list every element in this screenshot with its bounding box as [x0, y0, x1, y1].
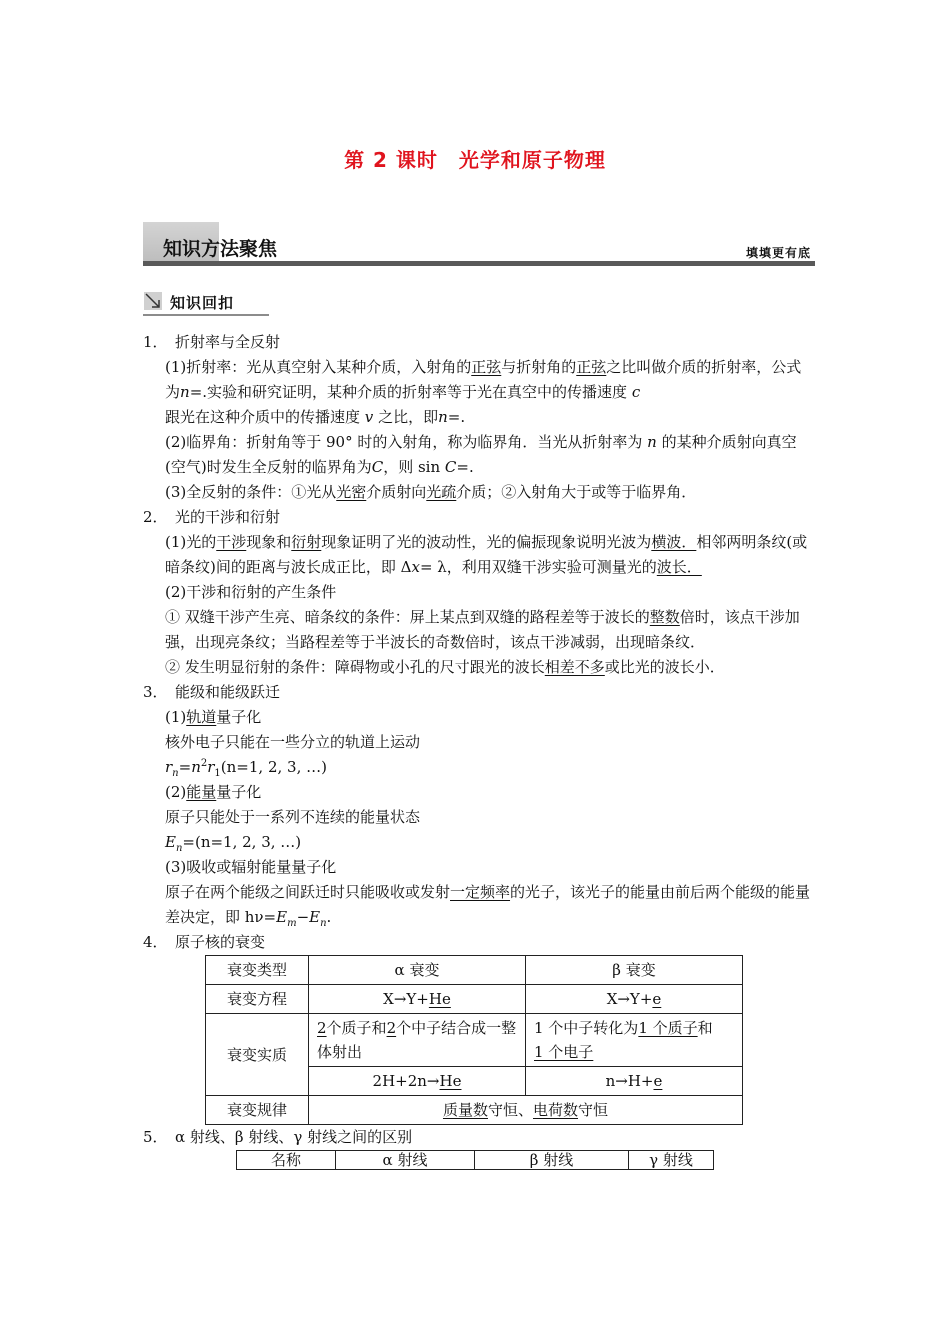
paragraph: (1)光的干涉现象和衍射现象证明了光的波动性，光的偏振现象说明光波为横波．相邻两明条纹(或暗条纹)间的距离与波长成正比，即 Δx= λ，利用双缝干涉实验可测量光的波长． [165, 533, 808, 576]
paragraph: (2)临界角：折射角等于 90° 时的入射角，称为临界角．当光从折射率为 n 的某种介质射向真空(空气)时发生全反射的临界角为C，则 sin C=. [165, 433, 797, 476]
sub-banner-rule [143, 314, 269, 316]
content [143, 330, 815, 1170]
diagonal-arrow-icon [144, 292, 162, 310]
paragraph: (2)干涉和衍射的产生条件 [165, 583, 337, 601]
paragraph: (2)能量量子化 [165, 783, 262, 801]
table-cell: 名称 [237, 1151, 336, 1170]
paragraph: (1)折射率：光从真空射入某种介质，入射角的正弦与折射角的正弦之比叫做介质的折射率，公式为n=.实验和研究证明，某种介质的折射率等于光在真空中的传播速度 c 跟光在这种介质中的传播速度 v 之比，即n=. [165, 358, 802, 426]
section-title: α 射线、β 射线、γ 射线之间的区别 [175, 1128, 413, 1146]
page-title: 第 2 课时 光学和原子物理 [344, 148, 606, 172]
rays-table [236, 1150, 714, 1170]
section-title: 原子核的衰变 [175, 933, 266, 951]
section-title: 折射率与全反射 [175, 333, 281, 351]
table-cell: 2个质子和2个中子结合成一整体射出 [309, 1014, 526, 1067]
table-cell: 衰变类型 [206, 956, 309, 985]
section-number: 1． [143, 333, 168, 351]
table-cell: X→Y+He [309, 985, 526, 1014]
table-cell: 质量数守恒、电荷数守恒 [309, 1096, 743, 1125]
section-heading [143, 330, 815, 355]
table-cell: β 衰变 [526, 956, 743, 985]
table-cell: β 射线 [475, 1151, 629, 1170]
table-cell: n→H+e [526, 1067, 743, 1096]
section-number: 3． [143, 683, 168, 701]
paragraph: (3)全反射的条件：①光从光密介质射向光疏介质；②入射角大于或等于临界角． [165, 483, 697, 501]
section-heading [143, 680, 815, 705]
table-cell: X→Y+e [526, 985, 743, 1014]
sub-banner-title: 知识回扣 [170, 294, 235, 312]
table-row [206, 985, 743, 1014]
table-row [237, 1151, 714, 1170]
table-row [206, 1096, 743, 1125]
paragraph: 原子只能处于一系列不连续的能量状态 [165, 808, 421, 826]
table-row [206, 1014, 743, 1067]
table-cell: 2H+2n→He [309, 1067, 526, 1096]
paragraph: ② 发生明显衍射的条件：障碍物或小孔的尺寸跟光的波长相差不多或比光的波长小． [165, 658, 725, 676]
section-number: 2． [143, 508, 168, 526]
table-cell: α 衰变 [309, 956, 526, 985]
banner-tagline: 填填更有底 [745, 246, 811, 260]
table-cell: γ 射线 [629, 1151, 714, 1170]
table-cell: α 射线 [336, 1151, 475, 1170]
paragraph: 核外电子只能在一些分立的轨道上运动 [165, 733, 421, 751]
paragraph: (1)轨道量子化 [165, 708, 262, 726]
section-heading [143, 1125, 815, 1150]
paragraph: (3)吸收或辐射能量量子化 [165, 858, 337, 876]
paragraph: 原子在两个能级之间跃迁时只能吸收或发射一定频率的光子，该光子的能量由前后两个能级的能量差决定，即 $h\nu=E_m-E_n$. [165, 883, 811, 929]
paragraph: ① 双缝干涉产生亮、暗条纹的条件：屏上某点到双缝的路程差等于波长的整数倍时，该点干涉加强，出现亮条纹；当路程差等于半波长的奇数倍时，该点干涉减弱，出现暗条纹． [165, 608, 800, 651]
section-number: 5． [143, 1128, 168, 1146]
table-cell: 衰变实质 [206, 1014, 309, 1096]
section-title: 光的干涉和衍射 [175, 508, 281, 526]
section-title: 能级和能级跃迁 [175, 683, 281, 701]
table-row [206, 956, 743, 985]
formula: $E_n=(n=1$, 2, 3, …) [165, 833, 302, 854]
banner-rule [143, 261, 815, 266]
table-cell: 衰变方程 [206, 985, 309, 1014]
formula: $r_n=n^2r_1(n=1$, 2, 3, …) [165, 758, 327, 779]
section-heading [143, 505, 815, 530]
section-heading [143, 930, 815, 955]
sub-banner [143, 288, 269, 316]
banner-title: 知识方法聚焦 [163, 238, 278, 260]
section-number: 4． [143, 933, 168, 951]
section-banner [143, 222, 815, 268]
table-cell: 衰变规律 [206, 1096, 309, 1125]
table-cell: 1 个中子转化为1 个质子和 1 个电子 [526, 1014, 743, 1067]
decay-table [205, 955, 743, 1125]
